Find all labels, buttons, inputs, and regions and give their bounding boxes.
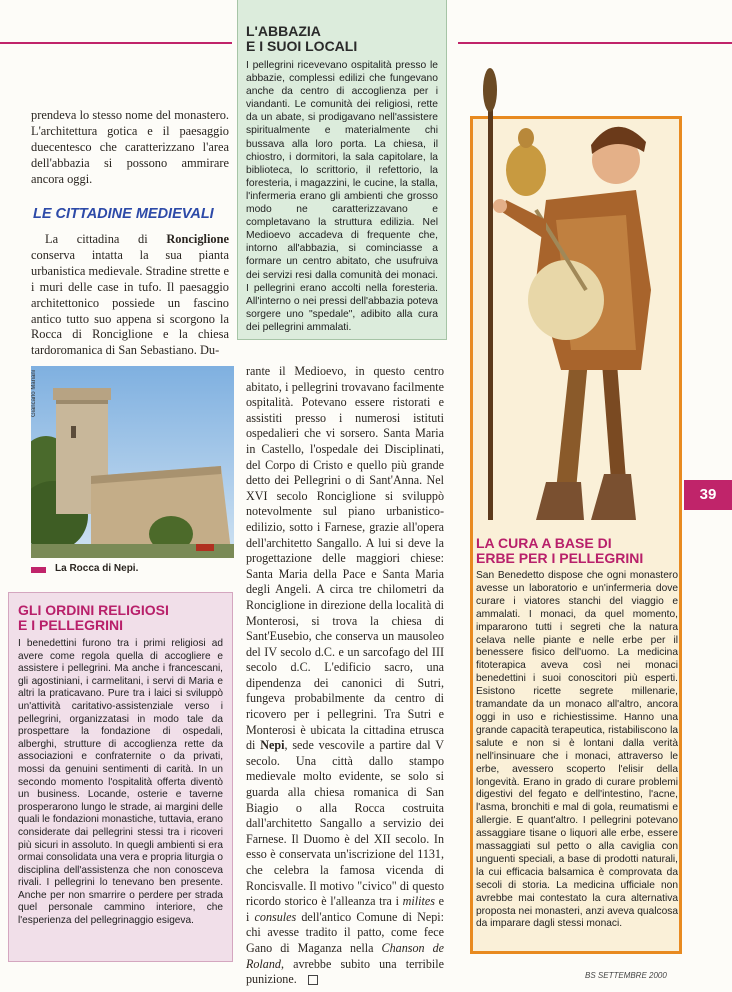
orders-box-text: I benedettini furono tra i primi religiosi ad avere come regola quella di accogliere e assistere i pellegrini. Ma anche i francescani, gli agostiniani, i carmelitani, i servi di Maria e altri la praticavano. Pure tra i laici si sviluppò un'attività caritativo-assistenziale verso i pellegrini, organizzatasi in modo tale da prospettare la fondazione di ospedali, alberghi, strutture di accoglienza rette da associazioni e confraternite o da privati, mossi da genuini sentimenti di carità. In un secondo momento l'ospitalità offerta diventò un business. Locande, osterie e taverne prosperarono lungo le strade, ai margini delle quali le fondazioni monastiche, tuttavia, erano considerate dai pellegrini stessi tra i ricoveri più sicuri in assoluto. In quegli ambienti si era ormai consolidata una vera e propria liturgia o disciplina dell'assistenza che non conosceva rivali. I pellegrini lo tenevano ben presente. Anche per non smarrire o perdere per strada quel personale cammino interiore, che l'esperienza del pellegrinaggio esigeva. — [18, 638, 223, 927]
column2-text-a: rante il Medioevo, in questo centro abitato, i pellegrini trovavano facilmente ospitalità. Potevano essere ristorati e assistiti presso i numerosi istituti ospedalieri che vi sorsero. Santa Maria in Castello, l'ospedale dei Disciplinati, del Corpo di Cristo e quello più grande detto dei Pellegrini o di Sant'Anna. Nel XVI secolo Ronciglione si sviluppò notevolmente sul piano urbanistico-edilizio, sotto i Farnese, grazie all'opera dell'architetto Sangallo. A lui si deve la progettazione delle maggiori chiese: Santa Maria della Pace e Santa Maria degli Angeli. A circa tre chilometri da Ronciglione in direzione della località di Monterosi, si trova la chiesa di Sant'Eusebio, che conserva un mausoleo del IV secolo d.C. e un sarcofago del III secolo d.C. L'edificio sacro, una dipendenza dei canonici di Sutri, fungeva probabilmente da centro di ricovero per i pellegrini. Tra Sutri e Monterosi è ubicata la cittadina etrusca di — [246, 364, 444, 753]
page-footer: BS SETTEMBRE 2000 — [585, 971, 667, 980]
milites-italic: milites — [402, 894, 435, 909]
top-rule-right — [458, 42, 732, 44]
column2-body — [246, 364, 444, 988]
top-rule-left — [0, 42, 232, 44]
chanson-italic: Chanson de Roland — [246, 940, 444, 971]
abbey-box — [237, 0, 447, 340]
page-number-tab — [684, 480, 732, 510]
orders-box-title-2: E I PELLEGRINI — [18, 617, 124, 633]
orders-box — [8, 592, 233, 962]
abbey-box-text: I pellegrini ricevevano ospitalità presso le abbazie, complessi edilizi che fungevano anche da centro di accoglienza per i viandanti. Le comunità dei religiosi, rette da un abate, si prodigavano nell'assistere spiritualmente e materialmente chi bussava alla loro porta. La chiesa, il chiostro, i dormitori, la sala capitolare, la biblioteca, lo scrittorio, il refettorio, la foresteria, i magazzini, le cucine, la stalla, l'infermeria erano gli ambienti che grosso modo ne caratterizzavano e completavano la struttura edilizia. Nel Medioevo accadeva di frequente che, intorno all'abbazia, si cominciasse a formare un centro abitato, che usufruiva dei servizi resi dalla comunità dei monaci. I pellegrini erano accolti nella foresteria. All'interno o nei pressi dell'abbazia poteva sorgere uno "spedale", adibito alla cura dei pellegrini ammalati. — [246, 60, 438, 333]
pilgrim-illustration — [476, 50, 676, 530]
nepi-bold: Nepi — [260, 738, 285, 753]
orders-box-title-1: GLI ORDINI RELIGIOSI — [18, 602, 169, 618]
column2-text-b: , sede vescovile a partire dal V secolo. Una città dallo stampo medievale molto evidente, se solo si guarda alla chiesa romanica di San Biagio o alla Rocca costruita dall'architetto Sangallo a servizio dei Farnese. Il Duomo è del XII secolo. In esso è conservata un'iscrizione del 1131, che celebra la famosa vicenda di Roncisvalle. Il motivo "civico" di questo ricordo storico è l'alleanza tra i — [246, 738, 444, 909]
consules-italic: consules — [254, 909, 297, 924]
abbey-box-title-1: L'ABBAZIA — [246, 23, 321, 39]
photo-credit: Giancarlo Mariani — [31, 370, 37, 418]
body-text-cont: conserva intatta la sua pianta urbanistica medievale. Stradine strette e i muri delle case in tufo. Il paesaggio architettonico possiede un fascino antico tutto suo appena si scorgono la Rocca di Ronciglione e la chiesa tardoromanica di San Sebastiano. Du- — [31, 247, 229, 358]
column2-text-c: e i — [246, 894, 444, 924]
column1-intro: prendeva lo stesso nome del monastero. L'architettura gotica e il paesaggio duecentesco che caratterizzano l'area dell'abbazia si possono ammirare ancora oggi. — [31, 108, 229, 186]
ronciglione-bold: Ronciglione — [166, 232, 229, 246]
column2-text-d: dell'antico Comune di Nepi: chi avesse tradito il patto, come fece Gano di Maganza nella — [246, 909, 444, 955]
rocca-di-nepi-photo — [31, 366, 234, 558]
page-number: 39 — [699, 486, 717, 503]
section-heading: LE CITTADINE MEDIEVALI — [33, 206, 214, 222]
column1-body — [31, 232, 229, 359]
herbs-box-text-area — [476, 536, 678, 931]
body-text: La cittadina di — [45, 232, 167, 246]
column2-text-e: , avrebbe subito una terribile punizione. — [246, 956, 444, 987]
caption-marker — [31, 567, 46, 573]
photo-caption: La Rocca di Nepi. — [55, 563, 139, 574]
photo-illustration — [31, 366, 234, 558]
end-square-icon — [308, 975, 318, 985]
abbey-box-title-2: E I SUOI LOCALI — [246, 38, 358, 54]
herbs-box-text: San Benedetto dispose che ogni monastero avesse un laboratorio e un'infermeria dove curare i viatores stanchi del viaggio e ammalati. I monaci, da quel momento, impararono tutti i segreti che la natura celava nelle piante e nelle erbe per il benessere fisico dell'uomo. La medicina fitoterapica aveva così nei monaci benedettini i suoi conoscitori più esperti. Esistono ricette segrete millenarie, tramandate da un monaco all'altro, ancora oggi in uso e richiestissime. Hanno una grande capacità terapeutica, ristabiliscono la salute e non si è lontani dalla verità nell'insinuare che i monaci, attraverso le erbe, avessero scoperto l'elisir della longevità. Erano in grado di curare problemi digestivi del fegato e dell'intestino, l'acne, l'asma, bronchiti e mal di gola, reumatismi e allergie. E quant'altro. I pellegrini potevano assaggiare tisane o liquori alle erbe, essere massaggiati sul petto o alla caviglia con unguenti speciali, a base di prodotti naturali, la cui efficacia balsamica è comprovata da secoli di storia. La medicina ufficiale non avrebbe mai contestato la cura alternativa proposta nei monasteri, anzi aveva qualcosa da imparare dagli stessi monaci. — [476, 570, 678, 930]
herbs-box-title-1: LA CURA A BASE DI — [476, 535, 612, 551]
herbs-box-title-2: ERBE PER I PELLEGRINI — [476, 550, 644, 566]
